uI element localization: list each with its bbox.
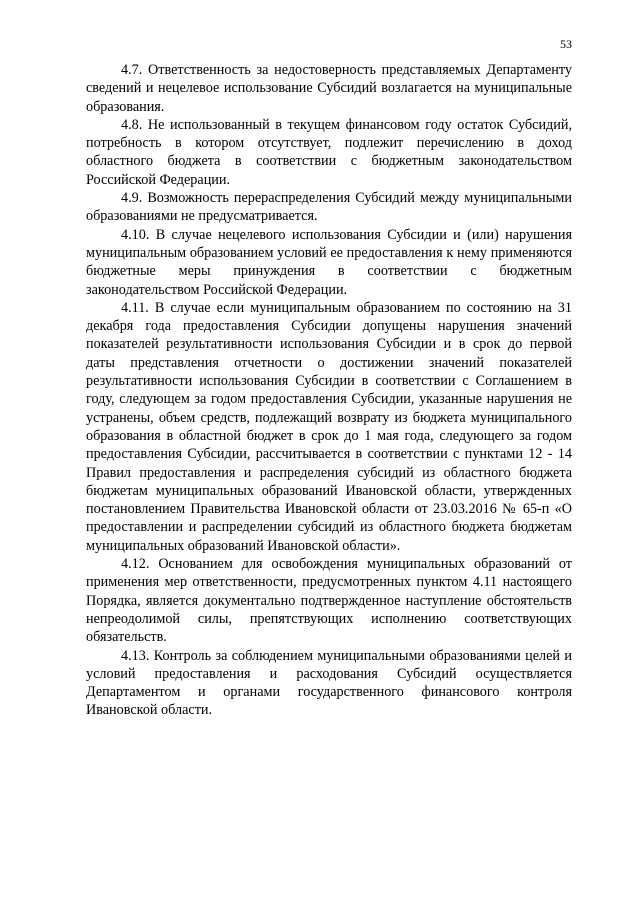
paragraph-4-7: 4.7. Ответственность за недостоверность представляемых Департаменту сведений и нецелевое использование Субсидий возлагается на муниципальные образования.: [86, 62, 572, 115]
page-number: 53: [560, 37, 572, 51]
paragraph-4-10: 4.10. В случае нецелевого использования Субсидии и (или) нарушения муниципальным образованием условий ее предоставления к нему применяются бюджетные меры принуждения в соответствии с бюджетным законодательством Российской Федерации.: [86, 226, 572, 298]
paragraph-4-13: 4.13. Контроль за соблюдением муниципальными образованиями целей и условий предоставления и расходования Субсидий осуществляется Департаментом и органами государственного финансового контроля Ивановской области.: [86, 647, 572, 719]
document-body: [86, 61, 572, 720]
paragraph-4-11: 4.11. В случае если муниципальным образованием по состоянию на 31 декабря года предоставления Субсидии допущены нарушения значений показателей результативности использования Субсидии и в срок до первой даты представления отчетности о достижении значений показателей результативности использования Субсидии в соответствии с Соглашением в году, следующем за годом предоставления Субсидии, указанные нарушения не устранены, объем средств, подлежащий возврату из бюджета муниципального образования в областной бюджет в срок до 1 мая года, следующего за годом предоставления Субсидии, рассчитывается в соответствии с пунктами 12 - 14 Правил предоставления и распределения субсидий из областного бюджета бюджетам муниципальных образований Ивановской области, утвержденных постановлением Правительства Ивановской области от 23.03.2016 № 65-п «О предоставлении и распределении субсидий из областного бюджета бюджетам муниципальных образований Ивановской области».: [86, 299, 572, 554]
paragraph-4-8: 4.8. Не использованный в текущем финансовом году остаток Субсидий, потребность в котором отсутствует, подлежит перечислению в доход областного бюджета в соответствии с бюджетным законодательством Российской Федерации.: [86, 116, 572, 188]
paragraph-4-9: 4.9. Возможность перераспределения Субсидий между муниципальными образованиями не предусматривается.: [86, 190, 572, 225]
paragraph-4-12: 4.12. Основанием для освобождения муниципальных образований от применения мер ответственности, предусмотренных пунктом 4.11 настоящего Порядка, является документально подтвержденное наступление обстоятельств непреодолимой силы, препятствующих исполнению соответствующих обязательств.: [86, 556, 572, 646]
